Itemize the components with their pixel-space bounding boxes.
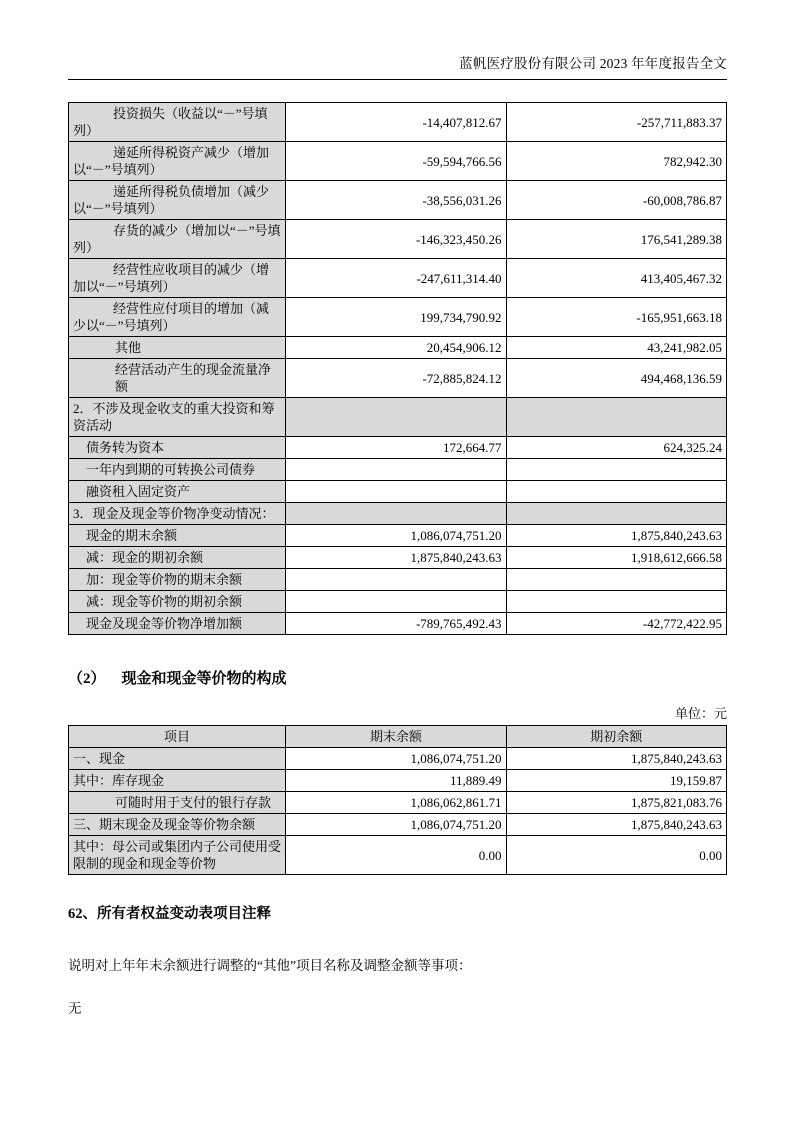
ending-balance-value [286,481,506,503]
table-row [69,103,727,142]
ending-balance-value [286,459,506,481]
ending-balance-value [286,398,506,437]
row-label: 3．现金及现金等价物净变动情况： [69,503,286,525]
unit-label: 单位：元 [674,706,727,721]
row-label: 现金及现金等价物净增加额 [69,613,286,635]
table-row [69,591,727,613]
table-row [69,437,727,459]
row-label: 其他 [69,337,286,359]
row-label: 三、期末现金及现金等价物余额 [69,814,286,836]
beginning-balance-value: 1,918,612,666.58 [506,547,726,569]
ending-balance-value: -247,611,314.40 [286,259,506,298]
beginning-balance-value: 0.00 [506,836,726,875]
ending-balance-value [286,503,506,525]
ending-balance-value: 1,875,840,243.63 [286,547,506,569]
ending-balance-value: 1,086,074,751.20 [286,814,506,836]
section-62-heading: 62、所有者权益变动表项目注释 [68,906,271,922]
beginning-balance-value: 1,875,821,083.76 [506,792,726,814]
row-label: 一年内到期的可转换公司债券 [69,459,286,481]
table-row [69,259,727,298]
table-row [69,748,727,770]
ending-balance-value [286,591,506,613]
table-row [69,181,727,220]
row-label: 一、现金 [69,748,286,770]
row-label: 减：现金等价物的期初余额 [69,591,286,613]
column-header-beginning-balance: 期初余额 [506,726,726,748]
ending-balance-value: -789,765,492.43 [286,613,506,635]
beginning-balance-value [506,459,726,481]
section-2-title [68,667,727,688]
table-row [69,459,727,481]
section-2-heading-text: 现金和现金等价物的构成 [121,671,287,687]
table-row [69,481,727,503]
beginning-balance-value: 43,241,982.05 [506,337,726,359]
table-row [69,770,727,792]
page-header [68,52,727,80]
beginning-balance-value: 1,875,840,243.63 [506,525,726,547]
ending-balance-value: 1,086,074,751.20 [286,525,506,547]
column-header-ending-balance: 期末余额 [286,726,506,748]
beginning-balance-value: -165,951,663.18 [506,298,726,337]
section-2-number: （2） [68,671,106,687]
table-row [69,359,727,398]
ending-balance-value: -38,556,031.26 [286,181,506,220]
table-row [69,398,727,437]
row-label: 经营性应付项目的增加（减少以“－”号填列） [69,298,286,337]
row-label: 其中：母公司或集团内子公司使用受限制的现金和现金等价物 [69,836,286,875]
table-row [69,792,727,814]
beginning-balance-value: -60,008,786.87 [506,181,726,220]
row-label: 现金的期末余额 [69,525,286,547]
beginning-balance-value [506,503,726,525]
beginning-balance-value [506,481,726,503]
row-label: 经营活动产生的现金流量净额 [69,359,286,398]
beginning-balance-value: 1,875,840,243.63 [506,814,726,836]
cash-composition-table-wrap [68,725,727,875]
section-62-note: 说明对上年年末余额进行调整的“其他”项目名称及调整金额等事项： [68,958,472,973]
beginning-balance-value: 413,405,467.32 [506,259,726,298]
row-label: 2．不涉及现金收支的重大投资和筹资活动 [69,398,286,437]
cash-composition-table [68,725,727,875]
row-label: 债务转为资本 [69,437,286,459]
table-row [69,220,727,259]
ending-balance-value: -146,323,450.26 [286,220,506,259]
table-row [69,142,727,181]
row-label: 经营性应收项目的减少（增加以“－”号填列） [69,259,286,298]
page-header-title: 蓝帆医疗股份有限公司 2023 年年度报告全文 [459,56,727,71]
beginning-balance-value: 494,468,136.59 [506,359,726,398]
row-label: 可随时用于支付的银行存款 [69,792,286,814]
cash-flow-table-body [69,103,727,635]
table-row [69,814,727,836]
ending-balance-value [286,569,506,591]
row-label: 递延所得税负债增加（减少以“－”号填列） [69,181,286,220]
beginning-balance-value [506,591,726,613]
beginning-balance-value: 782,942.30 [506,142,726,181]
table-row [69,337,727,359]
beginning-balance-value [506,569,726,591]
row-label: 其中：库存现金 [69,770,286,792]
table-row [69,836,727,875]
ending-balance-value: 199,734,790.92 [286,298,506,337]
row-label: 递延所得税资产减少（增加以“－”号填列） [69,142,286,181]
ending-balance-value: 1,086,062,861.71 [286,792,506,814]
beginning-balance-value: 1,875,840,243.63 [506,748,726,770]
row-label: 存货的减少（增加以“－”号填列） [69,220,286,259]
cash-flow-table-wrap [68,102,727,635]
table-row [69,613,727,635]
ending-balance-value: 1,086,074,751.20 [286,748,506,770]
row-label: 投资损失（收益以“－”号填列） [69,103,286,142]
ending-balance-value: -14,407,812.67 [286,103,506,142]
table-row [69,525,727,547]
ending-balance-value: 11,889.49 [286,770,506,792]
beginning-balance-value: 19,159.87 [506,770,726,792]
row-label: 融资租入固定资产 [69,481,286,503]
table-row [69,503,727,525]
row-label: 减：现金的期初余额 [69,547,286,569]
section-62-content: 无 [68,1001,82,1016]
cash-composition-table-body [69,748,727,875]
ending-balance-value: -59,594,766.56 [286,142,506,181]
beginning-balance-value: -257,711,883.37 [506,103,726,142]
ending-balance-value: -72,885,824.12 [286,359,506,398]
ending-balance-value: 0.00 [286,836,506,875]
beginning-balance-value: 176,541,289.38 [506,220,726,259]
table-row [69,298,727,337]
row-label: 加：现金等价物的期末余额 [69,569,286,591]
table-row [69,547,727,569]
beginning-balance-value: -42,772,422.95 [506,613,726,635]
ending-balance-value: 172,664.77 [286,437,506,459]
column-header-item: 项目 [69,726,286,748]
beginning-balance-value: 624,325.24 [506,437,726,459]
ending-balance-value: 20,454,906.12 [286,337,506,359]
cash-flow-supplement-table [68,102,727,635]
table-row [69,569,727,591]
beginning-balance-value [506,398,726,437]
table-header-row [69,726,727,748]
